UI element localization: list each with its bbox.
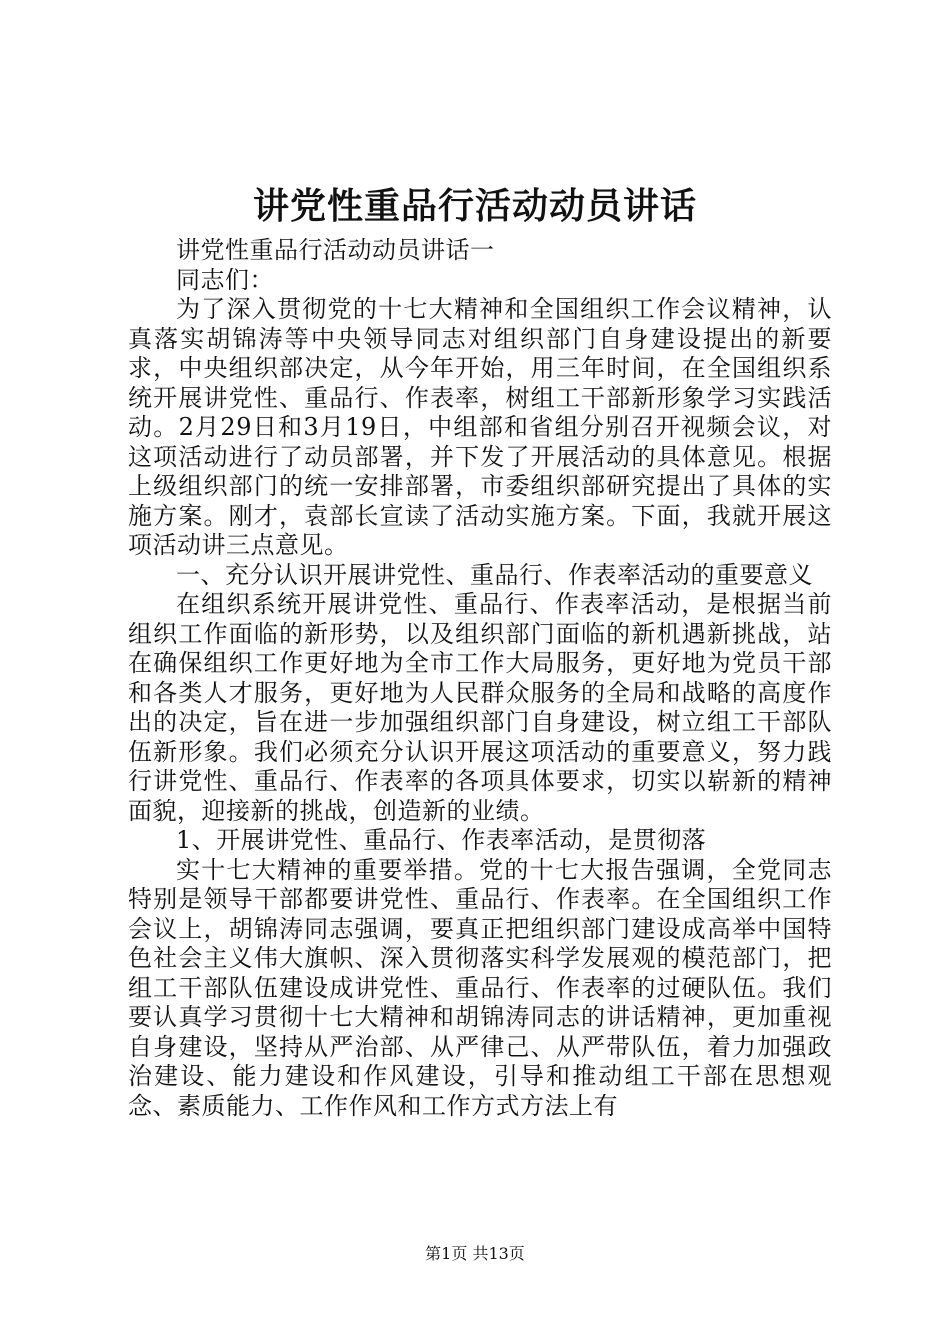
document-title: 讲党性重品行活动动员讲话	[252, 185, 697, 227]
body-paragraph: 实十七大精神的重要举措。党的十七大报告强调，全党同志特别是领导干部都要讲党性、重品行、作表率。在全国组织工作会议上，胡锦涛同志强调，要真正把组织部门建设成高举中国特色社会主义伟大旗帜、深入贯彻落实科学发展观的模范部门，把组工干部队伍建设成讲党性、重品行、作表率的过硬队伍。我们要认真学习贯彻十七大精神和胡锦涛同志的讲话精神，更加重视自身建设，坚持从严治部、从严律己、从严带队伍，着力加强政治建设、能力建设和作风建设，引导和推动组工干部在思想观念、素质能力、工作作风和工作方式方法上有	[128, 855, 832, 1120]
salutation-paragraph: 同志们：	[176, 265, 274, 294]
intro-paragraph: 为了深入贯彻党的十七大精神和全国组织工作会议精神，认真落实胡锦涛等中央领导同志对组织部门自身建设提出的新要求，中央组织部决定，从今年开始，用三年时间，在全国组织系统开展讲党性、重品行、作表率，树组工干部新形象学习实践活动。2月29日和3月19日，中组部和省组分别召开视频会议，对这项活动进行了动员部署，并下发了开展活动的具体意见。根据上级组织部门的统一安排部署，市委组织部研究提出了具体的实施方案。刚才，袁部长宣读了活动实施方案。下面，我就开展这项活动讲三点意见。	[128, 295, 832, 559]
document-body	[128, 236, 832, 1121]
subtitle-paragraph: 讲党性重品行活动动员讲话一	[176, 236, 495, 264]
subsection-heading: 1、开展讲党性、重品行、作表率活动，是贯彻落	[176, 826, 707, 854]
body-paragraph: 在组织系统开展讲党性、重品行、作表率活动，是根据当前组织工作面临的新形势，以及组织部门面临的新机遇新挑战，站在确保组织工作更好地为全市工作大局服务，更好地为党员干部和各类人才服务，更好地为人民群众服务的全局和战略的高度作出的决定，旨在进一步加强组织部门自身建设，树立组工干部队伍新形象。我们必须充分认识开展这项活动的重要意义，努力践行讲党性、重品行、作表率的各项具体要求，切实以崭新的精神面貌，迎接新的挑战，创造新的业绩。	[128, 590, 832, 825]
section-heading: 一、充分认识开展讲党性、重品行、作表率活动的重要意义	[176, 560, 813, 589]
page-footer: 第1页 共13页	[425, 1244, 525, 1263]
